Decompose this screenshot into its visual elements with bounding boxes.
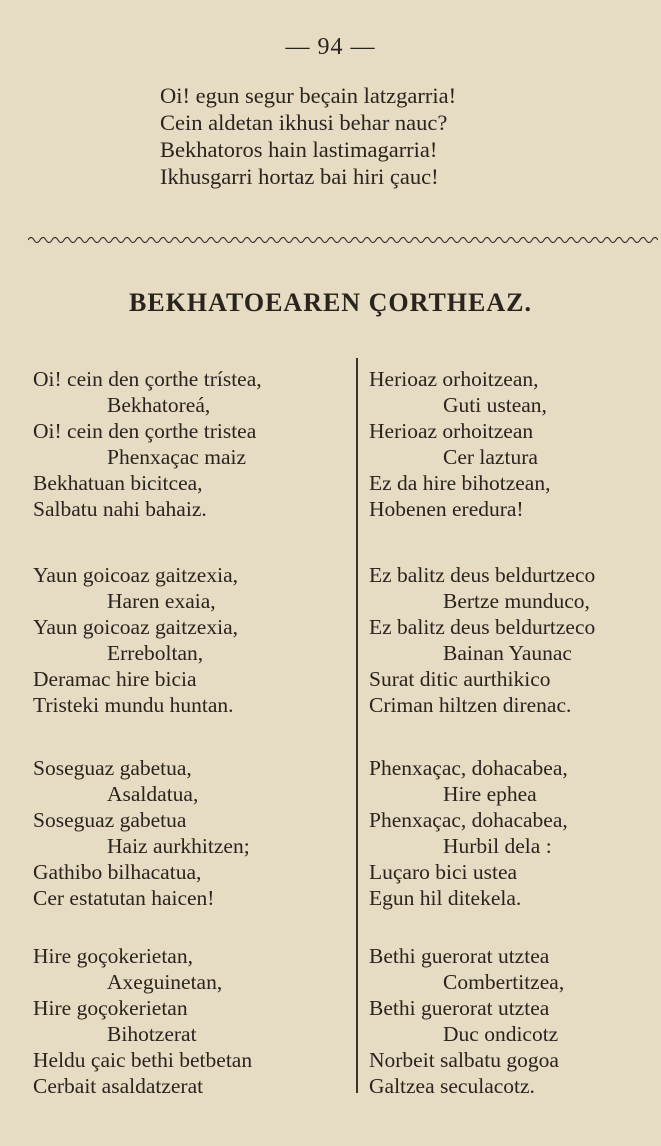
verse-line: Galtzea seculacotz. xyxy=(369,1074,535,1098)
verse-line: Oi! cein den çorthe trístea, xyxy=(33,367,262,391)
verse-line: Herioaz orhoitzean xyxy=(369,419,534,443)
verse-line: Bekhatoreá, xyxy=(107,393,211,417)
verse-line: Soseguaz gabetua, xyxy=(33,756,192,780)
verse-line: Bihotzerat xyxy=(107,1022,197,1046)
verse-line: Herioaz orhoitzean, xyxy=(369,367,539,391)
verse-line: Ez balitz deus beldurtzeco xyxy=(369,563,596,587)
verse-line: Oi! cein den çorthe tristea xyxy=(33,419,257,443)
verse-line: Haren exaia, xyxy=(107,589,216,613)
verse-line: Egun hil ditekela. xyxy=(369,886,522,910)
verse-line: Gathibo bilhacatua, xyxy=(33,860,202,884)
verse-line: Duc ondicotz xyxy=(443,1022,559,1046)
page-number: — 94 — xyxy=(285,34,376,60)
verse-line: Norbeit salbatu gogoa xyxy=(369,1048,559,1072)
verse-line: Cer estatutan haicen! xyxy=(33,886,215,910)
right-stanza-3 xyxy=(369,755,659,911)
verse-line: Yaun goicoaz gaitzexia, xyxy=(33,615,238,639)
verse-line: Guti ustean, xyxy=(443,393,547,417)
verse-line: Salbatu nahi bahaiz. xyxy=(33,497,207,521)
verse-line: Bertze munduco, xyxy=(443,589,590,613)
right-stanza-1 xyxy=(369,366,659,522)
verse-line: Hurbil dela : xyxy=(443,834,552,858)
verse-line: Hire ephea xyxy=(443,782,537,806)
column-divider xyxy=(356,358,358,1093)
intro-line: Oi! egun segur beçain latzgarria! xyxy=(160,83,457,108)
verse-line: Asaldatua, xyxy=(107,782,199,806)
verse-line: Heldu çaic bethi betbetan xyxy=(33,1048,253,1072)
wavy-rule-ornament xyxy=(28,232,658,248)
verse-line: Bethi guerorat utztea xyxy=(369,944,550,968)
verse-line: Phenxaçac, dohacabea, xyxy=(369,808,568,832)
section-title: BEKHATOEAREN ÇORTHEAZ. xyxy=(129,288,532,317)
intro-line: Cein aldetan ikhusi behar nauc? xyxy=(160,110,448,135)
intro-stanza xyxy=(160,82,456,190)
verse-line: Soseguaz gabetua xyxy=(33,808,187,832)
verse-line: Bethi guerorat utztea xyxy=(369,996,550,1020)
verse-line: Criman hiltzen direnac. xyxy=(369,693,572,717)
right-stanza-2 xyxy=(369,562,659,718)
verse-line: Haiz aurkhitzen; xyxy=(107,834,250,858)
verse-line: Hobenen eredura! xyxy=(369,497,524,521)
verse-line: Hire goçokerietan, xyxy=(33,944,193,968)
verse-line: Combertitzea, xyxy=(443,970,565,994)
verse-line: Phenxaçac, dohacabea, xyxy=(369,756,568,780)
right-stanza-4 xyxy=(369,943,659,1099)
intro-line: Ikhusgarri hortaz bai hiri çauc! xyxy=(160,164,439,189)
verse-line: Tristeki mundu huntan. xyxy=(33,693,234,717)
verse-line: Erreboltan, xyxy=(107,641,204,665)
left-stanza-4 xyxy=(33,943,351,1099)
verse-line: Cerbait asaldatzerat xyxy=(33,1074,204,1098)
verse-line: Phenxaçac maiz xyxy=(107,445,247,469)
verse-line: Hire goçokerietan xyxy=(33,996,188,1020)
verse-line: Axeguinetan, xyxy=(107,970,223,994)
left-stanza-2 xyxy=(33,562,351,718)
intro-line: Bekhatoros hain lastimagarria! xyxy=(160,137,438,162)
verse-line: Luçaro bici ustea xyxy=(369,860,518,884)
verse-line: Deramac hire bicia xyxy=(33,667,197,691)
verse-line: Ez balitz deus beldurtzeco xyxy=(369,615,596,639)
verse-line: Surat ditic aurthikico xyxy=(369,667,551,691)
verse-line: Yaun goicoaz gaitzexia, xyxy=(33,563,238,587)
left-stanza-3 xyxy=(33,755,351,911)
verse-line: Bekhatuan bicitcea, xyxy=(33,471,203,495)
verse-line: Bainan Yaunac xyxy=(443,641,572,665)
verse-line: Cer laztura xyxy=(443,445,538,469)
verse-line: Ez da hire bihotzean, xyxy=(369,471,551,495)
left-stanza-1 xyxy=(33,366,351,522)
